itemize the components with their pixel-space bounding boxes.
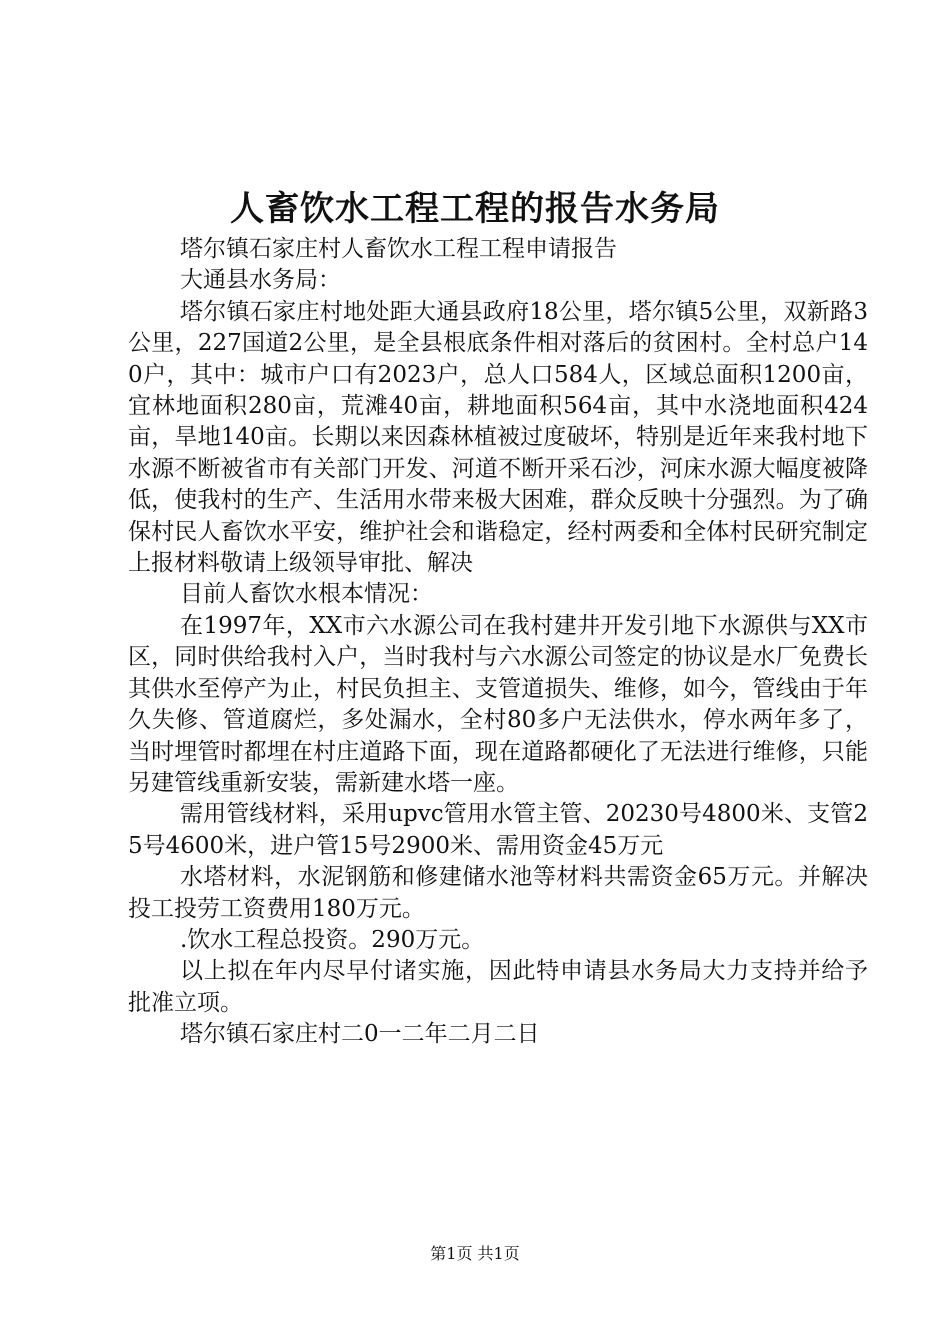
- paragraph-water-tower-materials: 水塔材料，水泥钢筋和修建储水池等材料共需资金65万元。并解决投工投劳工资费用180万元。: [128, 864, 868, 922]
- paragraph-signature-date: 塔尔镇石家庄村二0一二年二月二日: [180, 1021, 540, 1048]
- paragraph-request: 以上拟在年内尽早付诸实施，因此特申请县水务局大力支持并给予批准立项。: [128, 958, 868, 1016]
- paragraph-pipeline-materials: 需用管线材料，采用upvc管用水管主管、20230号4800米、支管25号4600米，进户管15号2900米、需用资金45万元: [128, 801, 868, 859]
- paragraph-situation-heading: 目前人畜饮水根本情况：: [180, 581, 433, 608]
- paragraph-addressee: 大通县水务局：: [180, 267, 341, 294]
- paragraph-history: 在1997年，XX市六水源公司在我村建井开发引地下水源供与XX市区，同时供给我村入户，当时我村与六水源公司签定的协议是水厂免费长其供水至停产为止，村民负担主、支管道损失、维修，如今，管线由于年久失修、管道腐烂，多处漏水，全村80多户无法供水，停水两年多了，当时埋管时都埋在村庄道路下面，现在道路都硬化了无法进行维修，只能另建管线重新安装，需新建水塔一座。: [128, 612, 868, 796]
- paragraph-village-overview: 塔尔镇石家庄村地处距大通县政府18公里，塔尔镇5公里，双新路3公里，227国道2公里，是全县根底条件相对落后的贫困村。全村总户140户，其中：城市户口有2023户，总人口584人，区域总面积1200亩，宜林地面积280亩，荒滩40亩，耕地面积564亩，其中水浇地面积424亩，旱地140亩。长期以来因森林植被过度破坏，特别是近年来我村地下水源不断被省市有关部门开发、河道不断开采石沙，河床水源大幅度被降低，使我村的生产、生活用水带来极大困难，群众反映十分强烈。为了确保村民人畜饮水平安，维护社会和谐稳定，经村两委和全体村民研究制定上报材料敬请上级领导审批、解决: [128, 298, 868, 577]
- document-title: 人畜饮水工程工程的报告水务局: [230, 189, 720, 229]
- paragraph-subject: 塔尔镇石家庄村人畜饮水工程工程申请报告: [180, 236, 617, 262]
- page-number-footer: 第1页 共1页: [430, 1244, 520, 1263]
- document-body: [128, 234, 868, 1051]
- paragraph-total-investment: .饮水工程总投资。290万元。: [180, 926, 485, 953]
